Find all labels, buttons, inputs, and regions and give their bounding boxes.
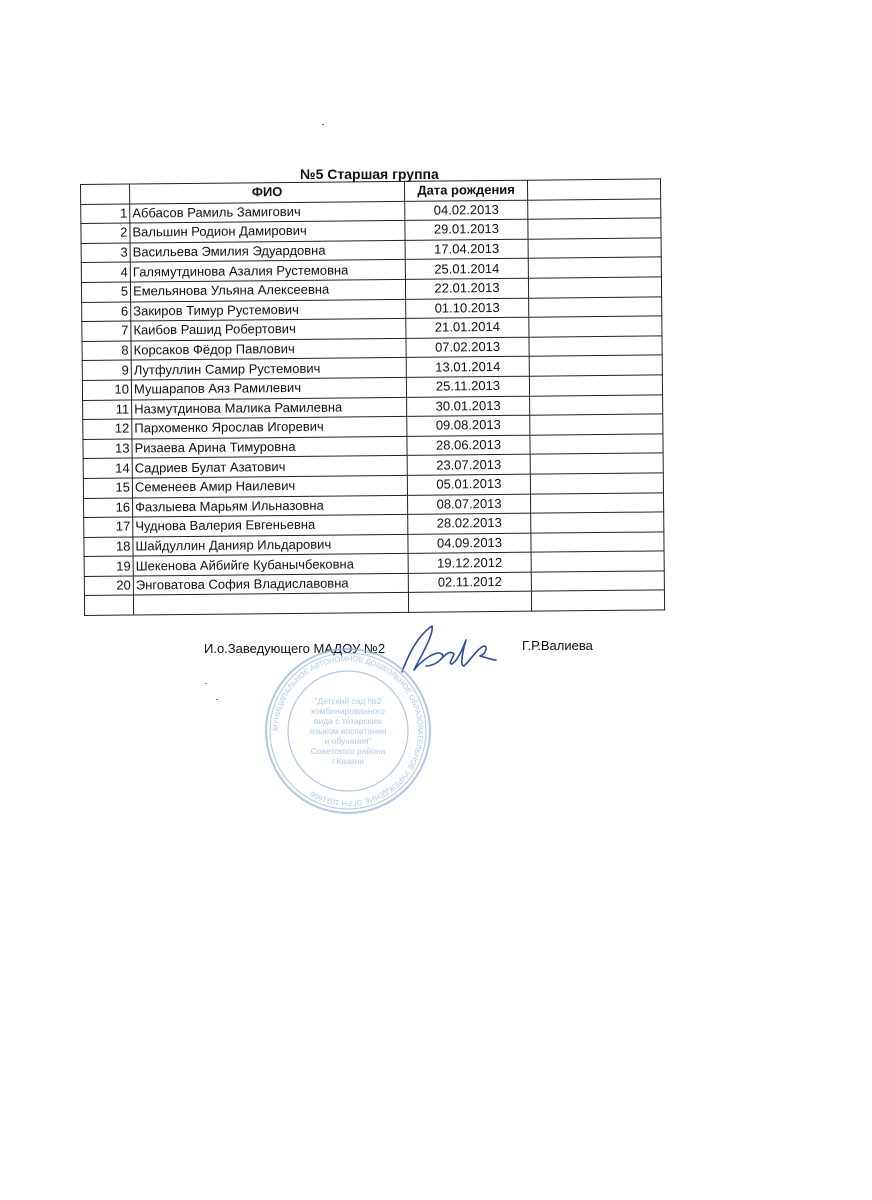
extra-cell (529, 296, 662, 317)
header-extra (527, 179, 660, 200)
row-number: 16 (84, 498, 133, 518)
child-full-name: Емельянова Ульяна Алексеевна (130, 279, 405, 301)
child-full-name: Каибов Рашид Робертович (131, 319, 406, 341)
extra-cell (531, 571, 664, 592)
row-number: 4 (81, 262, 130, 282)
row-number: 11 (83, 400, 132, 420)
child-full-name: Галямутдинова Азалия Рустемовна (130, 260, 405, 282)
extra-cell (529, 316, 662, 337)
row-number: 7 (82, 321, 131, 341)
child-full-name: Закиров Тимур Рустемович (131, 299, 406, 321)
header-birth-date: Дата рождения (404, 180, 527, 201)
extra-cell (528, 199, 661, 220)
child-full-name: Ризаева Арина Тимуровна (132, 436, 407, 458)
scan-speck (322, 124, 324, 125)
child-full-name: Назмутдинова Малика Рамилевна (132, 397, 407, 419)
birth-date: 01.10.2013 (406, 298, 529, 319)
seal-center-text (310, 696, 387, 766)
extra-cell (528, 238, 661, 259)
child-full-name: Семенеев Амир Наилевич (132, 475, 407, 497)
birth-date: 05.01.2013 (407, 474, 530, 495)
scan-speck (205, 683, 207, 684)
birth-date: 19.12.2012 (408, 552, 531, 573)
extra-cell (531, 551, 664, 572)
birth-date: 22.01.2013 (405, 278, 528, 299)
child-full-name: Фазлыева Марьям Ильназовна (133, 495, 408, 517)
extra-cell (529, 336, 662, 357)
extra-cell (530, 492, 663, 513)
seal-line: языком воспитания (309, 726, 387, 736)
row-number: 20 (84, 576, 133, 596)
extra-cell (530, 434, 663, 455)
birth-date: 29.01.2013 (405, 219, 528, 240)
scan-speck (216, 699, 218, 700)
seal-line: вида с татарским (313, 716, 383, 726)
extra-cell (530, 394, 663, 415)
child-full-name: Вальшин Родион Дамирович (130, 221, 405, 243)
birth-date: 02.11.2012 (408, 572, 531, 593)
seal-ring-text: МУНИЦИПАЛЬНОЕ АВТОНОМНОЕ ДОШКОЛЬНОЕ ОБРАЗОВАТЕЛЬНОЕ УЧРЕЖДЕНИЕ ОГРН 1021606 (270, 653, 426, 809)
row-number: 17 (84, 517, 133, 537)
child-full-name: Шекенова Айбийге Кубанычбековна (133, 554, 408, 576)
birth-date: 28.02.2013 (408, 513, 531, 534)
row-number: 5 (81, 282, 130, 302)
row-number: 3 (81, 243, 130, 263)
extra-cell (529, 355, 662, 376)
child-full-name: Шайдуллин Данияр Ильдарович (133, 534, 408, 556)
row-number: 15 (83, 478, 132, 498)
row-number (84, 595, 133, 615)
birth-date: 21.01.2014 (406, 317, 529, 338)
row-number: 18 (84, 537, 133, 557)
birth-date: 13.01.2014 (406, 357, 529, 378)
child-full-name: Мушарапов Аяз Рамилевич (131, 377, 406, 399)
birth-date: 23.07.2013 (407, 455, 530, 476)
child-full-name (133, 593, 408, 615)
row-number: 12 (83, 419, 132, 439)
extra-cell (528, 257, 661, 278)
seal-line: комбинированного (311, 706, 385, 716)
official-seal (262, 645, 434, 817)
child-full-name: Пархоменко Ярослав Игоревич (132, 416, 407, 438)
child-full-name: Аббасов Рамиль Замигович (130, 201, 405, 223)
row-number: 1 (81, 204, 130, 224)
row-number: 6 (82, 302, 131, 322)
seal-line: г.Казани (331, 756, 365, 766)
child-full-name: Чуднова Валерия Евгеньевна (133, 514, 408, 536)
row-number: 14 (83, 458, 132, 478)
child-full-name: Корсаков Фёдор Павлович (131, 338, 406, 360)
table-body (81, 199, 665, 616)
child-full-name: Лутфуллин Самир Рустемович (131, 358, 406, 380)
signatory-role: И.о.Заведующего МАДОУ №2 (204, 641, 386, 656)
birth-date: 08.07.2013 (407, 494, 530, 515)
extra-cell (530, 453, 663, 474)
seal-line: и обучения" (324, 736, 372, 746)
row-number: 13 (83, 439, 132, 459)
extra-cell (528, 218, 661, 239)
birth-date: 17.04.2013 (405, 239, 528, 260)
child-full-name: Садриев Булат Азатович (132, 456, 407, 478)
birth-date: 30.01.2013 (407, 396, 530, 417)
birth-date (408, 592, 531, 613)
extra-cell (531, 590, 664, 611)
birth-date: 25.11.2013 (406, 376, 529, 397)
header-full-name: ФИО (130, 181, 405, 203)
document-title: №5 Старшая группа (300, 166, 439, 182)
seal-line: Советского района (310, 746, 386, 756)
birth-date: 25.01.2014 (405, 259, 528, 280)
row-number: 10 (82, 380, 131, 400)
extra-cell (529, 375, 662, 396)
extra-cell (530, 414, 663, 435)
extra-cell (531, 512, 664, 533)
signatory-name: Г.Р.Валиева (522, 638, 593, 653)
extra-cell (531, 532, 664, 553)
extra-cell (528, 277, 661, 298)
row-number: 19 (84, 556, 133, 576)
child-full-name: Энговатова София Владиславовна (133, 573, 408, 595)
birth-date: 04.02.2013 (405, 200, 528, 221)
header-number (81, 184, 130, 204)
seal-line: "Детский сад №2 (314, 696, 382, 706)
child-full-name: Васильева Эмилия Эдуардовна (130, 240, 405, 262)
children-roster-table (80, 178, 665, 616)
row-number: 9 (82, 360, 131, 380)
extra-cell (530, 473, 663, 494)
birth-date: 04.09.2013 (408, 533, 531, 554)
birth-date: 09.08.2013 (407, 415, 530, 436)
row-number: 2 (81, 223, 130, 243)
birth-date: 28.06.2013 (407, 435, 530, 456)
birth-date: 07.02.2013 (406, 337, 529, 358)
row-number: 8 (82, 341, 131, 361)
